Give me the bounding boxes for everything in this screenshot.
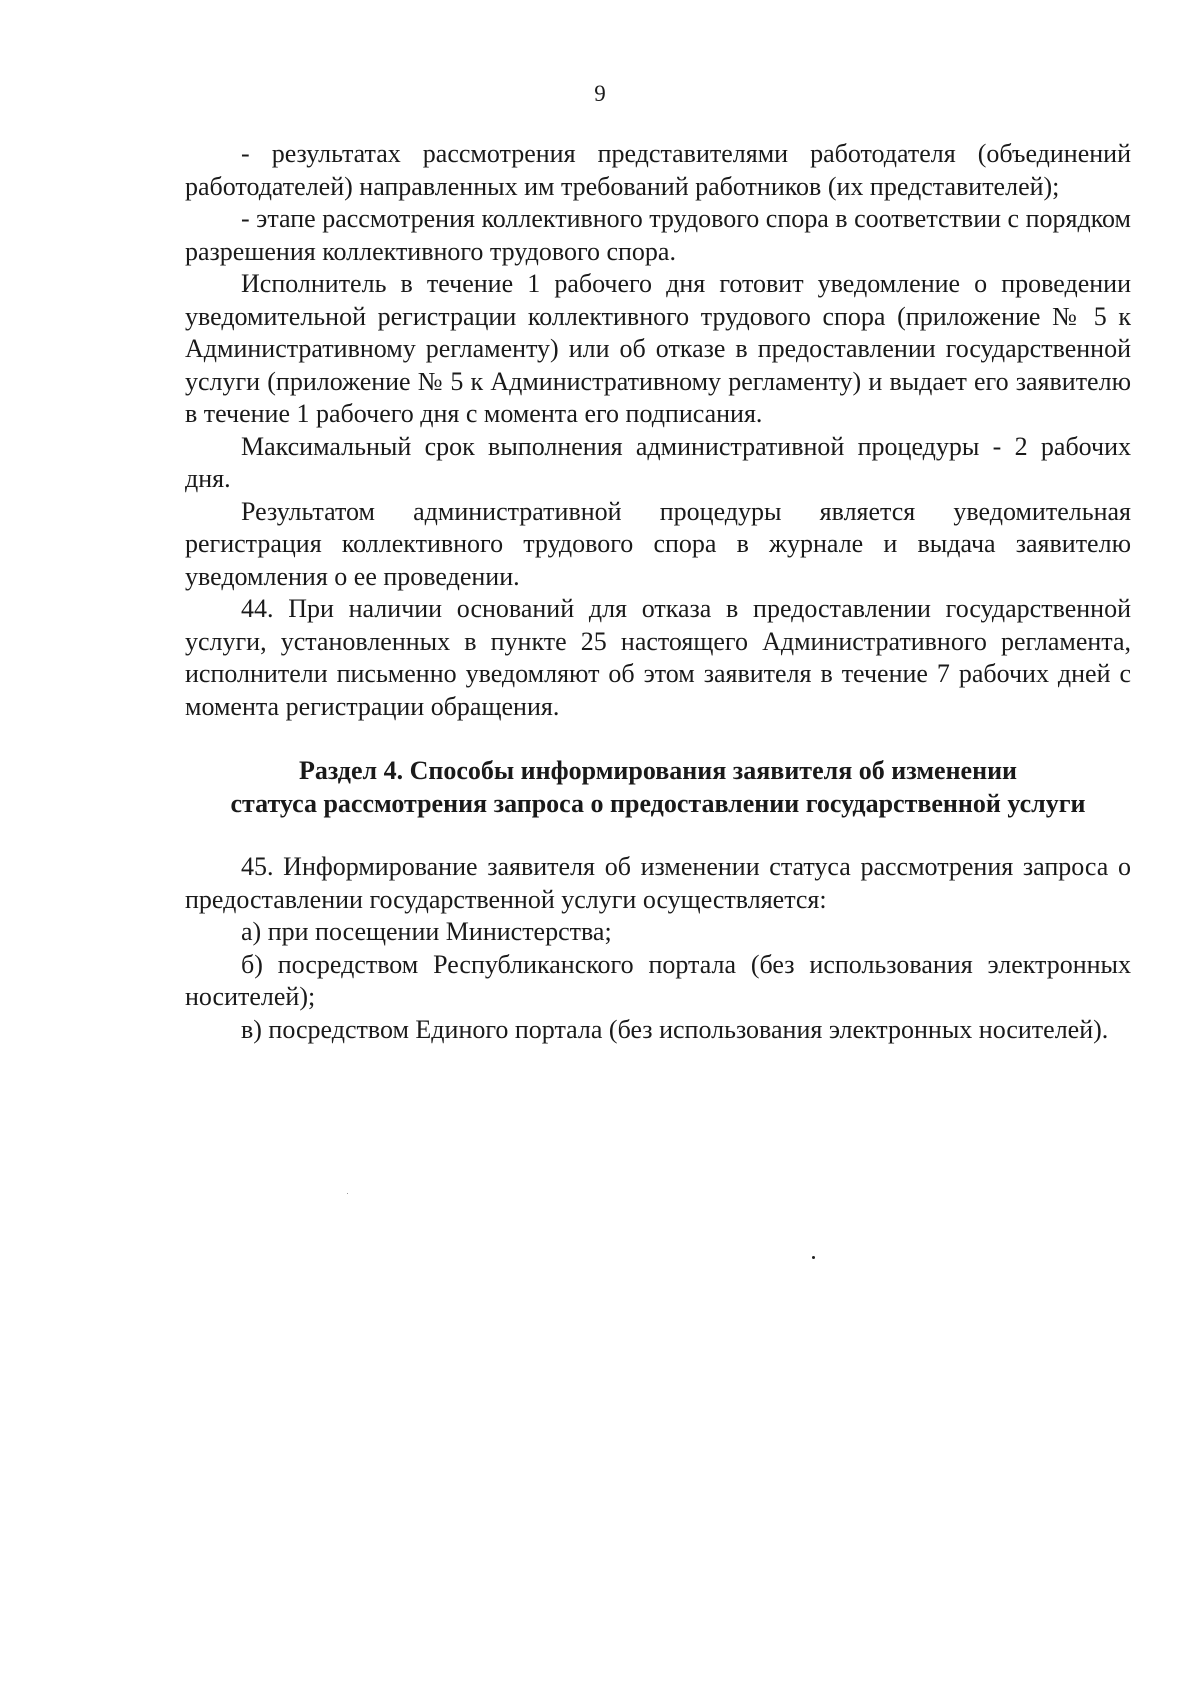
- paragraph-results-of-review: - результатах рассмотрения представителями работодателя (объединений работодателей) направленных им требований работников (их представителей);: [185, 139, 1131, 201]
- section-heading: [185, 755, 1131, 820]
- paragraph-dispute-stage: - этапе рассмотрения коллективного трудового спора в соответствии с порядком разрешения коллективного трудового спора.: [185, 204, 1131, 266]
- paragraph-44-refusal: 44. При наличии оснований для отказа в предоставлении государственной услуги, установленных в пункте 25 настоящего Административного регламента, исполнители письменно уведомляют об этом заявителя в течение 7 рабочих дней с момента регистрации обращения.: [185, 594, 1131, 721]
- page-number: 9: [594, 81, 606, 106]
- scan-dot: [812, 1256, 815, 1259]
- scan-speck: [347, 1193, 348, 1194]
- section-heading-line-2: статуса рассмотрения запроса о предоставлении государственной услуги: [230, 788, 1086, 818]
- section-heading-line-1: Раздел 4. Способы информирования заявителя об изменении: [298, 756, 1018, 785]
- list-item-a-ministry-visit: а) при посещении Министерства;: [241, 917, 612, 946]
- paragraph-max-duration: Максимальный срок выполнения административной процедуры - 2 рабочих дня.: [185, 431, 1131, 493]
- list-item-b-republican-portal: б) посредством Республиканского портала (без использования электронных носителей);: [185, 949, 1131, 1011]
- paragraph-executor-notice: Исполнитель в течение 1 рабочего дня готовит уведомление о проведении уведомительной регистрации коллективного трудового спора (приложение № 5 к Административному регламенту) или об отказе в предоставлении государственной услуги (приложение № 5 к Административному регламенту) и выдает его заявителю в течение 1 рабочего дня с момента его подписания.: [185, 269, 1131, 428]
- paragraph-procedure-result: Результатом административной процедуры является уведомительная регистрация коллективного трудового спора в журнале и выдача заявителю уведомления о ее проведении.: [185, 496, 1131, 591]
- paragraph-45-informing: 45. Информирование заявителя об изменении статуса рассмотрения запроса о предоставлении государственной услуги осуществляется:: [185, 852, 1131, 914]
- list-item-c-unified-portal: в) посредством Единого портала (без использования электронных носителей).: [241, 1014, 1109, 1044]
- document-body: [185, 138, 1131, 1046]
